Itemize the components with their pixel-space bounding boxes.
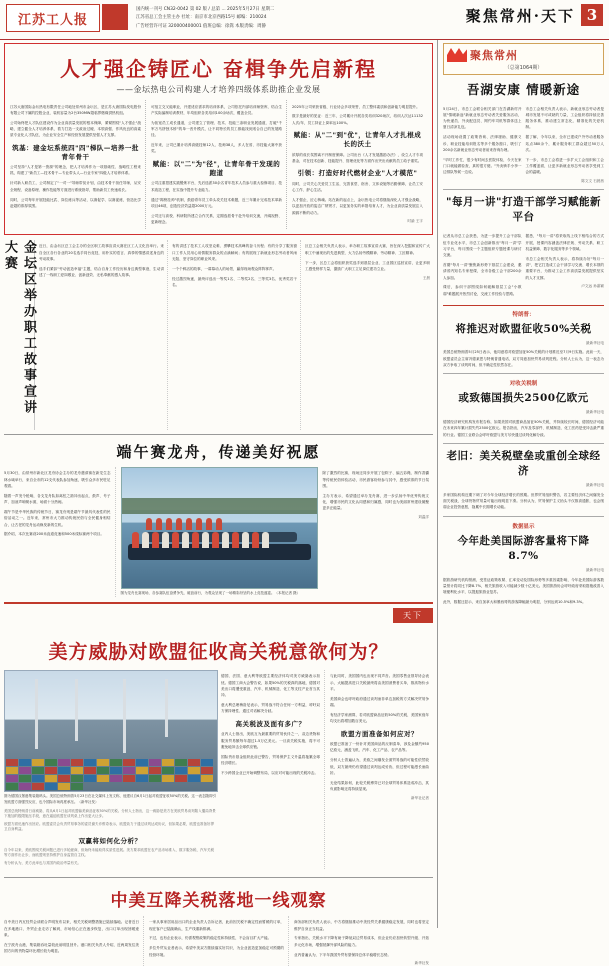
paragraph: 多位外贸从业者表示，希望中美双方继续落实好共识，为企业创造更加稳定可预期的经营环境。 xyxy=(149,946,284,957)
paragraph: 自今年以来，美欧围绕关税问题已进行多轮磋商，但始终未能取得实质性进展。美方要求欧盟在农产品市场准入、数字服务税、汽车关税等方面作出让步，而欧盟则坚持维护自身监管自主权。 xyxy=(4,847,214,857)
paragraph: 选手们紧扣"劳动创造幸福"主题，结合自身工作经历和身边典型事迹，生动讲述了一线职工爱岗敬业、创新创效、无私奉献的感人故事。 xyxy=(39,266,164,278)
news-kicker: 特朗普： xyxy=(512,311,535,318)
lead-column xyxy=(292,100,427,229)
paper-name: 江苏工人报 xyxy=(17,12,88,28)
paragraph: 江苏大唐国际金坛热电有限责任公司地处常州市金坛区，是江苏大唐国际发电股份有限公司下属的控股企业，装机容量为2台350MW超临界燃煤供热机组。 xyxy=(10,104,141,115)
paragraph: 5月30日，由常州市新北区龙舟协会主办的龙舟邀请赛在新龙生态林水域举行，来自全市的12支代表队参加角逐，吸引众多市民驻足观看。 xyxy=(4,471,111,488)
paragraph: 活动现场设置了政策咨询、法律援助、健康义诊、职业技能培训报名等多个服务窗口，吸引了200余名新就业形态劳动者前来咨询办理。 xyxy=(443,135,522,152)
paragraph: 分析人士普遍认为，美欧之间爆发全面贸易战的可能性依然较低，双方最终仍有望通过谈判达成妥协，但过程可能漫长而曲折。 xyxy=(330,758,429,775)
paragraph: 课后，参训干部围绕如何破解基层工会"小散弱"难题展开热烈讨论，交流工作经验与思路。 xyxy=(443,285,522,296)
masthead-info xyxy=(136,4,466,31)
lead-headline: 人才强企铸匠心 奋楫争先启新程 xyxy=(60,57,377,81)
port-photo xyxy=(4,670,218,792)
dragon-boat-photo xyxy=(121,467,318,589)
story-column xyxy=(149,916,289,966)
news-source: 最新华社电 xyxy=(586,410,604,415)
news-source: 最新华社电 xyxy=(586,568,604,573)
brand-banner xyxy=(443,43,604,75)
story-column xyxy=(39,240,168,430)
news-source: 最新华社电 xyxy=(586,340,604,345)
paragraph: 下一步，市总工会将进一步扩大工会组织和工会工作覆盖面，让更多新就业形态劳动者享受到工会的温暖。 xyxy=(525,157,604,175)
paragraph: 下一步，区总工会将组织获奖选手到基层企业、工业园区巡回宣讲，让更多职工感受榜样力量，激励广大职工立足岗位建功立业。 xyxy=(305,260,430,271)
fireworks-icon xyxy=(447,48,467,62)
news-block xyxy=(443,522,604,606)
photo-caption: 图为德国汉堡港集装箱码头。美国总统特朗普5月23日在社交媒体上发文称，他建议自6月1日起对欧盟征收50%的关税。这一表态随即引发欧盟方面强烈反应，也令国际市场再度承压。（新华社发） xyxy=(4,793,216,804)
paragraph: 不少跨国企业已开始调整布局，以应对可能出现的关税冲击。 xyxy=(221,770,319,775)
news-kicker: 对收关税制 xyxy=(509,381,538,388)
issue-number: （总第1064期） xyxy=(504,65,543,71)
paragraph: 近日，由金坛区总工会主办的全区职工故事宣讲大赛在区工人文化宫举行。来自全区各行各业的20名选手同台竞技，用朴实的语言、真挚的情感讲述身边的劳动故事。 xyxy=(39,244,164,261)
byline: 卢文远 孙嘉颖 xyxy=(581,284,604,289)
dragon-headline: 端午赛龙舟，传递美好祝愿 xyxy=(116,442,321,461)
dragon-photo-wrap xyxy=(121,467,318,597)
paragraph: 业内普遍认为，下半年我国外贸有望保持总体平稳增长态势。 xyxy=(294,952,392,957)
lead-subheadline: ——金坛热电公司构建人才培养四级体系助推企业发展 xyxy=(116,85,321,94)
masthead-info-line: 国内统一刊号 CN32-0042 第 02 版 / 总第 ... 2025年5月27日 星期二 xyxy=(136,7,275,12)
feature-headline: 吾湖安康 情暖新途 xyxy=(466,82,581,97)
news-headline: 老旧：美关税壁垒或重创全球经济 xyxy=(446,449,601,478)
paragraph: 据悉，"每月一讲"将采取线上线下相结合的方式开展，授课内容涵盖法律法规、劳动关系、职工权益保障、数字化服务等多个领域。 xyxy=(525,234,604,251)
paragraph: 公司坚持"人才是第一资源"的理念，把人才培养作为一项基础性、战略性工程来抓，构建了"新员工—技术骨干—专业带头人—行业专家"四级人才培养体系。 xyxy=(10,165,141,176)
news-headline: 或致德国损失2500亿欧元 xyxy=(458,392,589,405)
story-dragon-boat xyxy=(4,434,433,597)
byline: 刘温洋 xyxy=(418,515,429,520)
paragraph: 此外，数据还显示，来自加拿大和墨西哥的游客降幅最为明显，分别达到10.5%和9.3%。 xyxy=(443,600,586,605)
paragraph: 为拓宽员工成长通道，公司建立了管理、技术、技能三条职业发展通道，打破"千军万马挤独木桥"的单一晋升模式，让不同特长的员工都能找到适合自己的发展路径。 xyxy=(151,120,282,138)
paragraph: 公司注重搭建实践锻炼平台，先后选派30余名青年技术人员参与重大检修项目、技术改造工程，在实战中提升专业能力。 xyxy=(151,181,282,192)
news-kicker: 数据显示 xyxy=(512,523,535,530)
paragraph: 公司始终把人才队伍建设作为企业高质量发展的根本保障，紧紧围绕"人才强企"战略，建立健全人才培养体系，着力打造一支政治过硬、本领高强、作风优良的高素质专业化人才队伍，为企业安全生产和经营发展提供坚强人才支撑。 xyxy=(10,120,141,138)
section-flag-tianxia: 天下 xyxy=(393,608,433,623)
paragraph: 随着一声发令枪响，各支龙舟队如离弦之箭冲出起点，鼓声、号子声、加油声响彻水面，场面十分热闹。 xyxy=(4,493,111,505)
byline: 新华社记者 xyxy=(411,795,429,800)
paragraph: 自中美日内瓦经贸会谈联合声明发布以来，相关关税调整措施已陆续落地。记者近日在多地港口、外贸企业走访了解到，市场信心正在逐步恢复，出口订单出现回暖迹象。 xyxy=(4,920,139,937)
paragraph: 欧盟已准备了一份针对美国商品的反制清单，涉及金额约950亿欧元，涵盖飞机、汽车、化工产品、农产品等。 xyxy=(330,742,429,753)
paragraph: 端午节是中华民族的传统节日，赛龙舟则是端午节最具代表性的民俗活动之一。近年来，常州市大力推动传统民俗与全民健身相结合，让古老的龙舟运动焕发新的生机。 xyxy=(4,510,111,527)
masthead-info-line: 广告经营许可证 320000400001 值班总编：徐嵩 本版责编：周静 xyxy=(136,23,266,29)
world-column xyxy=(330,670,433,869)
masthead xyxy=(0,0,609,40)
paragraph: 据旅游研究机构预测，受签证政策收紧、汇率变动及国际形势等多重因素影响，今年赴美国际游客数量预计将同比下降8.7%，相关旅游收入可能减少数十亿美元。美国旅游协会呼吁政府采取措施改善入境便利化水平，以提振旅游业复苏。 xyxy=(443,577,604,595)
paragraph: 近年来，公司已累计培养高级技师12人、技师38人，多人在省、市技能大赛中获奖。 xyxy=(151,143,282,154)
story-jintan-contest xyxy=(4,240,433,430)
paragraph: 公司还与高校、科研院所建立合作关系，定期选派骨干赴外培训交流，开阔视野、更新理念。 xyxy=(151,213,282,224)
paragraph: 2025年公司荣获省级、行业协会多项荣誉，员工整体素质和创新能力明显提升。 xyxy=(292,104,420,109)
paragraph: 浓厚的成长氛围离不开制度保障。公司出台《人才发展激励办法》，设立人才专项基金，对在技术创新、技能提升、管理优化等方面作出突出贡献的员工给予重奖。 xyxy=(292,152,423,163)
paragraph: 美国总统特朗普5月25日表示，他同意将对欧盟加征50%关税的计划推迟至7月9日实施。此前一天，欧盟委员会主席冯德莱恩与特朗普通电话，双方同意加快贸易谈判进程。分析人士认为，这一表态为双方争取了谈判时间，但不确定性依然存在。 xyxy=(443,350,604,367)
paragraph: 经过激烈角逐，最终评选出一等奖1名、二等奖2名、三等奖3名、优秀奖若干名。 xyxy=(172,276,297,287)
paragraph: 德国经济研究机构发布报告称，如果美国对欧盟商品加征50%关税，并持续较长时间，德国经济可能在未来四年累计损失约2500亿欧元。报告指出，汽车及零部件、机械制造、化工医药是受冲击最严重的行业。德国工业联合会呼吁欧盟与美方尽快通过谈判化解分歧。 xyxy=(443,420,604,437)
lead-column xyxy=(151,100,287,229)
sub-heading: 引领：打造好时代燃材企业"人才模范" xyxy=(297,169,418,178)
vertical-headline: 金坛区举办职工故事宣讲大赛 xyxy=(4,240,35,430)
world-column xyxy=(221,670,325,869)
news-source: 最新华社电 xyxy=(586,483,604,488)
paragraph: 通过"揭榜挂帅"机制，鼓励青年员工牵头攻关技术难题，近三年累计完成技术革新项目46项，创造经济效益超2000万元。 xyxy=(151,197,282,208)
right-column xyxy=(438,40,609,928)
paragraph: 国际货币基金组织此前已警告，贸易保护主义升温将拖累全球经济增长。 xyxy=(221,754,320,765)
news-headline: 今年赴美国际游客量将下降8.7% xyxy=(457,534,590,562)
paragraph: 与此同时，美国国内也出现不同声音。美国零售业领导协会表示，大幅提高进口关税最终将由美国消费者买单，推高物价水平。 xyxy=(330,674,429,691)
byline: 王晨 xyxy=(422,275,430,280)
news-headline: 将推迟对欧盟征收50%关税 xyxy=(455,322,592,335)
byline: 新华社发 xyxy=(414,961,429,966)
sub-heading: 赋能：从"二"到"优"，让青年人才扎根成长的沃土 xyxy=(293,131,422,149)
page-number: 3 xyxy=(581,4,603,26)
story-column xyxy=(305,240,433,430)
paragraph: 业内人士指出，美欧互为最重要的贸易伙伴之一，双边货物和服务贸易额每年超过1.5万亿美元。一旦高关税实施，将不可避免地冲击全球供应链。 xyxy=(221,732,320,749)
paragraph: 在宁波舟山港，集装箱吞吐量较此前明显回升。港口相关负责人介绍，近两周发往美国方向的货物量环比增长较为明显。 xyxy=(4,942,139,953)
news-block xyxy=(443,310,604,369)
paragraph: 据介绍，本次比赛设200米直道竞速和500米绕标赛两个项目。 xyxy=(4,532,104,537)
paragraph: 德国、法国、意大利等欧盟主要经济体均对美方威胁表示担忧。德国工商大会警告说，如果50%的关税真的落地，德国对美出口将遭受重创，汽车、机械制造、化工等支柱产业首当其冲。 xyxy=(221,674,320,698)
paragraph: 多家国际机构近期下调了对今年全球经济增长的预期。世界贸易组织警告，若主要经济体之间爆发全面关税战，全球货物贸易量可能出现明显下滑。分析认为，贸易保护主义抬头不仅推高通胀，也会削弱企业投资意愿，拖累中长期增长动能。 xyxy=(443,492,604,510)
paragraph: 数字是最好的见证：近三年，公司累计开展各类培训320场次，培训人次达11132人次/年，员工持证上岗率达100%。 xyxy=(292,114,423,125)
paragraph: 不过，也有企业表示，仍需观察政策的稳定性和持续性，不会盲目扩大产能。 xyxy=(149,936,272,941)
paragraph: 人才强企，匠心铸魂。站在新的起点上，金坛热电公司将继续深化人才强企战略，以更加开放的姿态广纳贤才，以更加务实的举措培育人才，为企业高质量发展注入源源不断的动力。 xyxy=(292,197,423,215)
world-section xyxy=(4,602,433,966)
paragraph: 同时，公司每年开展技能比武、岗位练兵等活动，以赛促学、以赛促练，营造比学赶超的浓厚氛围。 xyxy=(10,197,141,208)
paragraph: 5月24日，市总工会联合相关部门在吾湖新村开展"情暖新途"新就业形态劳动者关爱服务活动，为快递员、外卖配送员、网约车司机等群体送上夏日清凉礼包。 xyxy=(443,106,522,130)
sub-heading: 欧盟方面准备如何应对？ xyxy=(341,729,418,738)
paragraph: 意大利总理梅洛尼表示，贸易战不符合任何一方利益，呼吁双方保持理性、通过对话解决分歧。 xyxy=(221,703,320,714)
paragraph: 同时，公司关心关爱员工生活，完善食堂、宿舍、文体设施等后勤保障，让员工安心工作、舒心生活。 xyxy=(292,181,423,193)
paragraph: 市总工会相关负责人表示，新就业形态劳动者是城市发展不可或缺的力量，工会组织将持续完善服务体系，推动建立常态化、精准化的关爱机制。 xyxy=(525,106,604,130)
paragraph: 美国商会也呼吁政府通过谈判而非单边加税的方式解决贸易争端。 xyxy=(330,696,429,708)
masthead-section xyxy=(466,4,603,26)
paragraph: 市总工会相关负责人表示，将持续办好"每月一讲"，把它打造成工会干部学习交流、增长本领的重要平台，为推动工会工作高质量发展提供坚实的人才支撑。 xyxy=(525,256,604,280)
section-title: 聚焦常州·天下 xyxy=(465,6,575,25)
paragraph: 区总工会相关负责人表示，举办职工故事宣讲大赛，旨在深入挖掘和宣传广大职工中涌现出的先进典型，大力弘扬劳模精神、劳动精神、工匠精神。 xyxy=(305,244,430,255)
paragraph: "平时工作忙，很少有时间去医院体检，今天在家门口就能做检查，真的很方便。"外卖骑手小李一边排队等候一边说。 xyxy=(443,157,522,175)
masthead-info-line: 江苏省总工会主管主办 社址：南京市北京西路15号 邮编：210024 xyxy=(136,15,267,21)
port-photo-wrap xyxy=(4,670,216,869)
paragraph: 记者从市总工会获悉，为进一步提升工会干部队伍专业化水平，市总工会创新推出"每月一讲"学习平台，每月围绕一个主题组织专题授课与研讨交流。 xyxy=(443,234,522,258)
paragraph: 首期"每月一讲"聚焦新形势下基层工会建设，邀请省内知名专家授课，全市各级工会干部200余人参加。 xyxy=(443,262,522,280)
lead-story xyxy=(4,43,433,235)
paragraph: 无论结果如何，此轮关税博弈已对全球贸易体系造成冲击，其负面影响还将持续显现。 xyxy=(330,780,429,791)
sub-heading: 高关税波及面有多广？ xyxy=(235,719,306,728)
story-column xyxy=(294,916,433,966)
paragraph: 专家指出，关税水平下降有助于降低双边贸易成本，但企业仍应加快转型升级、开拓多元化市场，增强抵御外部风险的能力。 xyxy=(294,936,429,947)
news-block xyxy=(443,449,604,511)
sub-heading: 筑基：建金坛系统四"四"梯队—培养一批青年骨干 xyxy=(12,143,139,161)
paragraph: 商务部相关负责人表示，中方将继续推动中美经贸关系健康稳定发展，同时也将坚定维护自身正当权益。 xyxy=(294,920,429,931)
story-column xyxy=(172,240,301,430)
sub-heading: 双赢将如何化分析？ xyxy=(78,836,142,845)
left-column xyxy=(0,40,438,966)
paragraph: 一家从事家居用品出口的企业负责人告诉记者，此前因关税不确定性而暂缓的订单，现在客户已陆续确认，生产线重新排满。 xyxy=(149,920,284,931)
story-column xyxy=(4,467,116,597)
lead-column xyxy=(10,100,146,229)
paragraph: 据了解，今年以来，全市已建成户外劳动者服务站点380余个，累计服务职工群众超过50万人次。 xyxy=(525,135,604,152)
news-block xyxy=(443,379,604,438)
paragraph: 有经济学家测算，若对欧盟商品征收50%的关税，美国家庭年均支出将增加数百美元。 xyxy=(330,712,429,724)
second-headline: 中美互降关税落地一线观察 xyxy=(4,877,433,911)
paragraph: 美国总统特朗普日前威胁，将从6月1日起对欧盟输美商品征收50%的关税。分析人士指出，这一威胁是美方在美欧贸易谈判陷入僵局背景下施加的极限施压手段，意在逼迫欧盟在谈判桌上作出更大让步。 xyxy=(4,808,216,818)
sub-heading: 赋能：以"二"为"径"，让青年骨干发现的跑道 xyxy=(152,159,281,177)
paragraph: 有的讲述了技术工人攻坚克难、勇攀技术高峰的奋斗历程；有的分享了服务窗口工作人员用心用情服务群众的点滴瞬间；有的展现了新就业形态劳动者风雨无阻、坚守岗位的职业风采。 xyxy=(172,244,297,261)
paragraph: 除了激烈的比赛，现场还同步开展了包粽子、编五彩绳、制作香囊等传统民俗体验活动，市民游客纷纷参与其中，感受浓浓的节日氛围。 xyxy=(322,471,429,488)
story-column xyxy=(323,467,434,597)
paragraph: 有分析认为，美方此举也与其国内政治考量有关。 xyxy=(4,860,81,865)
brand-title: 聚焦常州 xyxy=(470,49,518,62)
story-column xyxy=(4,916,144,966)
world-headline: 美方威胁对欧盟征收高关税意欲何为？ xyxy=(48,640,389,663)
paragraph: 欧盟方面迅速作出回应。欧盟委员会负责贸易事务的委员谢夫乔维奇表示，欧盟致力于通过谈判达成协议，但如果必要，欧盟也准备好捍卫自身利益。 xyxy=(4,821,214,831)
paper-logo xyxy=(6,4,100,32)
photo-caption: 图为龙舟比赛现场，各参赛队伍奋勇争先，破浪前行，为观众呈现了一场精彩纷呈的水上竞技盛宴。（本报记者 摄） xyxy=(120,590,301,595)
card2-headline: "每月一讲"打造干部学习赋能新平台 xyxy=(446,196,601,224)
byline: 时渝 王宇 xyxy=(407,219,423,224)
paragraph: 可组立交叉能职业，开建适应需求的培训体系，公司依托内部培训师资库，结合生产实际编制培训教材，年均组织各类培训100余场次，覆盖全员。 xyxy=(151,104,282,115)
paragraph: 一个个鲜活的故事，一幕幕动人的场景，赢得现场观众阵阵掌声。 xyxy=(172,266,277,271)
logo-stamp xyxy=(102,4,128,30)
paragraph: 针对新入职员工，公司制定了"一对一"导师带徒计划，由技术骨干担任导师，从安全规程、设备原理、操作技能等方面进行系统指导，帮助新员工快速成长。 xyxy=(10,181,141,192)
byline: 陈文文 石晨茜 xyxy=(581,179,604,184)
paragraph: 主办方表示，希望通过举办龙舟赛，进一步弘扬中华优秀传统文化，增强市民的文化认同感和归属感，同时也为美丽常州建设凝聚更多正能量。 xyxy=(322,493,429,511)
